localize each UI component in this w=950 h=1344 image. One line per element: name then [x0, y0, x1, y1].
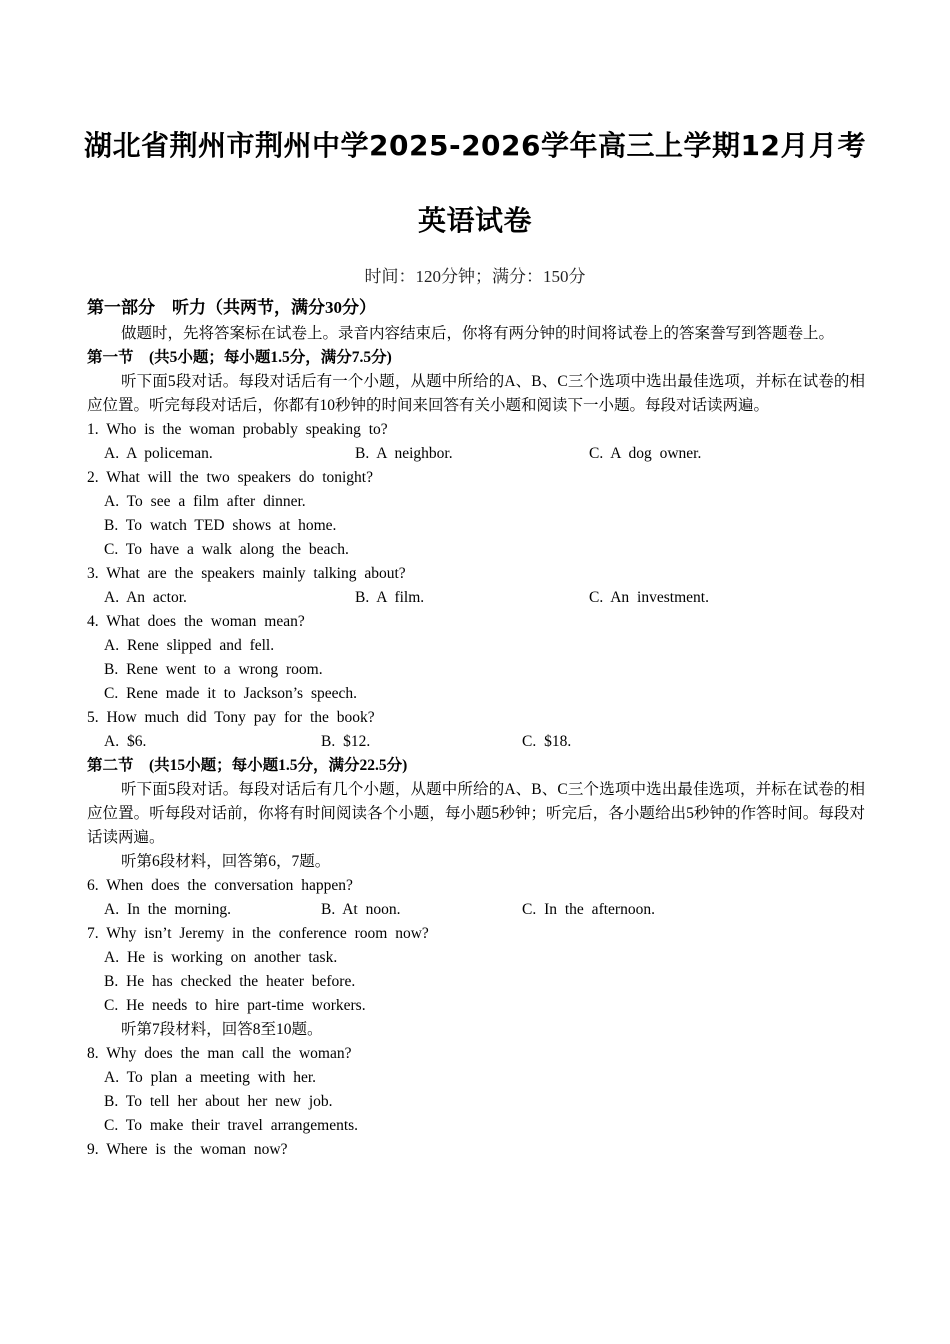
question-7-option-b: B. He has checked the heater before. — [104, 973, 356, 990]
question-3-option-b: B. A film. — [355, 589, 425, 606]
question-3-option-c: C. An investment. — [589, 589, 709, 606]
question-2-option-b: B. To watch TED shows at home. — [104, 517, 337, 534]
question-6-stem: 6. When does the conversation happen? — [87, 877, 353, 894]
exam-title-line1: 湖北省荆州市荆州中学2025-2026学年高三上学期12月月考 — [84, 129, 866, 162]
question-4-option-a: A. Rene slipped and fell. — [104, 637, 275, 654]
question-6-option-a: A. In the morning. — [104, 901, 231, 918]
question-2-option-a: A. To see a film after dinner. — [104, 493, 306, 510]
question-2-option-c: C. To have a walk along the beach. — [104, 541, 349, 558]
question-6-options — [87, 898, 865, 922]
question-4-option-c: C. Rene made it to Jackson’s speech. — [104, 685, 358, 702]
exam-content — [87, 296, 865, 1162]
question-5-stem: 5. How much did Tony pay for the book? — [87, 709, 375, 726]
exam-time-info: 时间：120分钟；满分：150分 — [364, 267, 586, 286]
question-5-options — [87, 730, 865, 754]
section2-heading: 第二节 (共15小题；每小题1.5分，满分22.5分) — [87, 757, 408, 774]
question-3-stem: 3. What are the speakers mainly talking about? — [87, 565, 406, 582]
exam-title-line2: 英语试卷 — [417, 204, 532, 237]
question-7-option-a: A. He is working on another task. — [104, 949, 338, 966]
question-4-option-b: B. Rene went to a wrong room. — [104, 661, 323, 678]
question-3-options — [87, 586, 865, 610]
question-7-option-c: C. He needs to hire part-time workers. — [104, 997, 366, 1014]
question-8-option-a: A. To plan a meeting with her. — [104, 1069, 317, 1086]
part1-instructions: 做题时，先将答案标在试卷上。录音内容结束后，你将有两分钟的时间将试卷上的答案誊写到答题卷上。 — [121, 325, 835, 342]
material-6-note: 听第6段材料，回答第6，7题。 — [121, 853, 331, 870]
section1-instructions: 听下面5段对话。每段对话后有一个小题，从题中所给的A、B、C三个选项中选出最佳选项，并标在试卷的相应位置。听完每段对话后，你都有10秒钟的时间来回答有关小题和阅读下一小题。每段对话读两遍。 — [87, 373, 865, 414]
question-1-options — [87, 442, 865, 466]
section2-instructions: 听下面5段对话。每段对话后有几个小题，从题中所给的A、B、C三个选项中选出最佳选项，并标在试卷的相应位置。听每段对话前，你将有时间阅读各个小题，每小题5秒钟；听完后，各小题给出5秒钟的作答时间。每段对话读两遍。 — [87, 781, 865, 846]
question-1-option-c: C. A dog owner. — [589, 445, 702, 462]
question-5-option-b: B. $12. — [321, 733, 371, 750]
question-4-stem: 4. What does the woman mean? — [87, 613, 305, 630]
part1-heading: 第一部分 听力（共两节，满分30分） — [87, 298, 376, 317]
question-6-option-b: B. At noon. — [321, 901, 401, 918]
question-1-option-b: B. A neighbor. — [355, 445, 453, 462]
question-8-stem: 8. Why does the man call the woman? — [87, 1045, 352, 1062]
question-7-stem: 7. Why isn’t Jeremy in the conference room now? — [87, 925, 429, 942]
material-7-note: 听第7段材料，回答8至10题。 — [121, 1021, 323, 1038]
question-9-stem: 9. Where is the woman now? — [87, 1141, 288, 1158]
question-8-option-c: C. To make their travel arrangements. — [104, 1117, 359, 1134]
question-3-option-a: A. An actor. — [104, 589, 187, 606]
question-1-stem: 1. Who is the woman probably speaking to? — [87, 421, 388, 438]
question-8-option-b: B. To tell her about her new job. — [104, 1093, 333, 1110]
question-1-option-a: A. A policeman. — [104, 445, 213, 462]
question-2-stem: 2. What will the two speakers do tonight? — [87, 469, 373, 486]
question-5-option-a: A. $6. — [104, 733, 147, 750]
question-5-option-c: C. $18. — [522, 733, 572, 750]
section1-heading: 第一节 (共5小题；每小题1.5分，满分7.5分) — [87, 349, 392, 366]
question-6-option-c: C. In the afternoon. — [522, 901, 655, 918]
